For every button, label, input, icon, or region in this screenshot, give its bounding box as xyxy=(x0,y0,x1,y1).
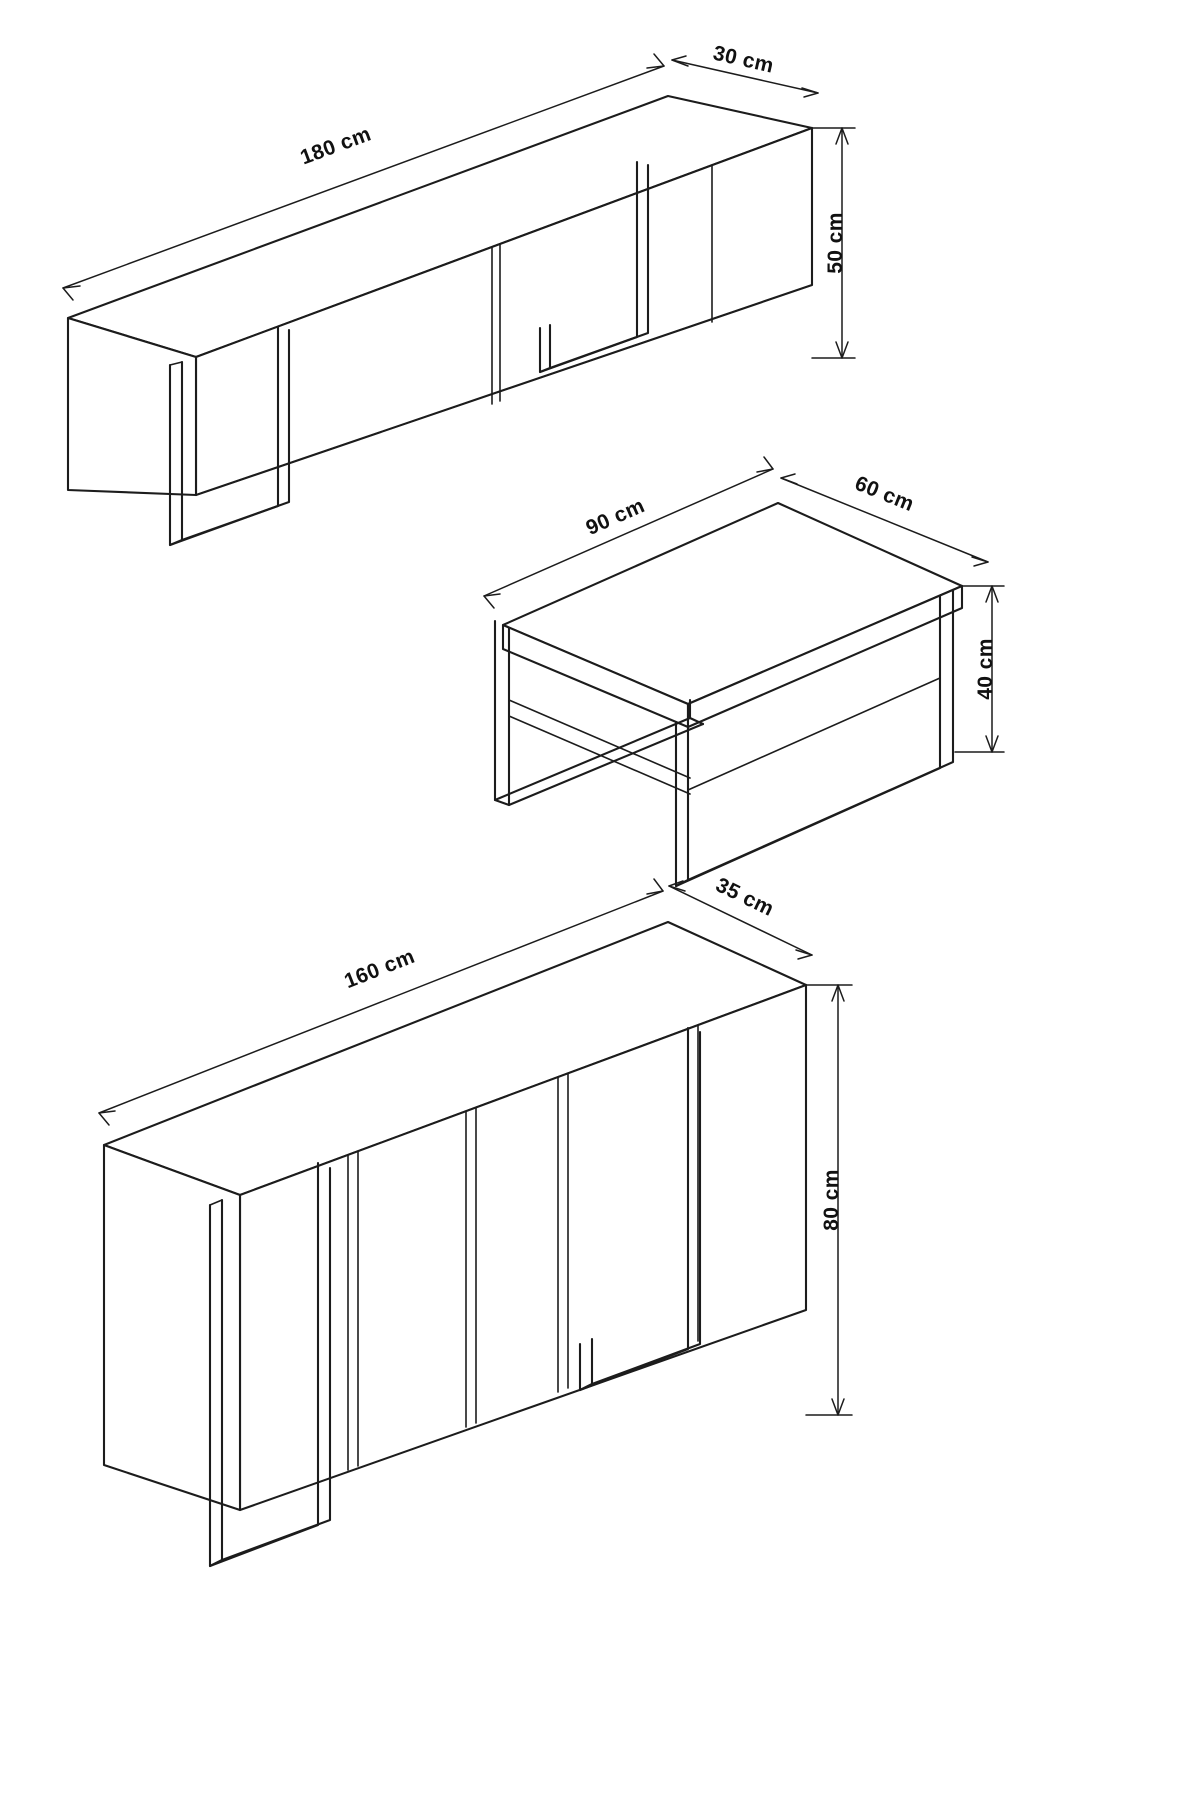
console-height-label: 80 cm xyxy=(820,1169,843,1231)
console-width-label: 160 cm xyxy=(341,944,419,994)
console-width-arrow-right xyxy=(647,879,663,894)
coffee-table-leg-left-foot xyxy=(495,800,509,805)
tv-height-label: 50 cm xyxy=(824,212,847,274)
tv-unit-leg-left-foot xyxy=(170,540,182,545)
tv-width-arrow-left xyxy=(63,286,80,300)
tv-width-label: 180 cm xyxy=(297,122,375,170)
tv-depth-label: 30 cm xyxy=(710,41,776,78)
coffee-depth-arrow-left xyxy=(781,474,797,484)
tv-depth-arrow-left xyxy=(672,56,688,66)
console-width-arrow-left xyxy=(99,1111,115,1125)
coffee-width-label: 90 cm xyxy=(582,494,649,540)
console-left-side xyxy=(104,1145,240,1510)
tv-unit-drawing xyxy=(63,42,855,545)
coffee-height-label: 40 cm xyxy=(974,638,997,700)
coffee-width-arrow-left xyxy=(484,594,500,608)
console-depth-label: 35 cm xyxy=(712,873,778,921)
coffee-width-arrow-right xyxy=(757,457,773,472)
console-drawing xyxy=(99,873,852,1566)
tv-width-arrow-right xyxy=(647,54,664,68)
coffee-depth-label: 60 cm xyxy=(851,471,918,517)
coffee-table-drawing xyxy=(484,457,1004,886)
tv-depth-arrow-right xyxy=(802,88,818,97)
